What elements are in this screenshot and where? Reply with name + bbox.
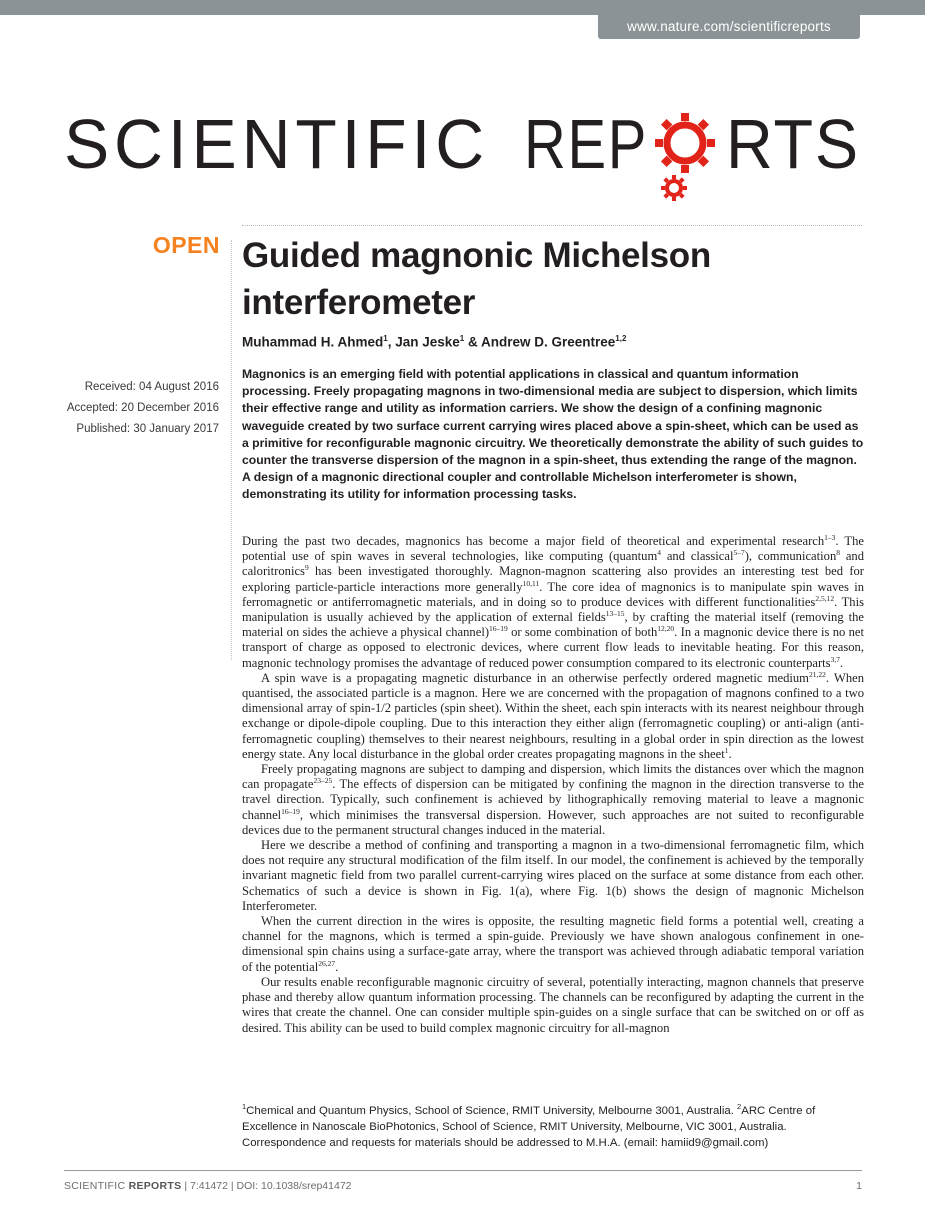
citation-reference[interactable]: 23–25 [313,776,333,786]
author-name[interactable]: Muhammad H. Ahmed [242,334,384,350]
body-text-run: Our results enable reconfigurable magnonic circuitry of several, potentially interacting, magnon channels that preserve phase and thereby allow quantum information processing. The channels can be reconfigured by adapting the current in the wires that create the channel. One can consider multiple spin-guides on a single surface that can be switched on or off as desired. This ability can be used to build complex magnonic circuitry for all-magnon [242,974,864,1035]
citation-reference[interactable]: 8 [836,548,840,558]
footer-journal [64,1180,181,1192]
body-paragraph [242,671,864,762]
citation-reference[interactable]: 5–7 [733,548,745,558]
author-affiliation: 1,2 [615,334,627,343]
body-text-run: A spin wave is a propagating magnetic disturbance in an otherwise perfectly ordered magnetic medium [261,670,809,685]
open-access-label: OPEN [152,232,220,258]
affiliation-1: Chemical and Quantum Physics, School of Science, RMIT University, Melbourne 3001, Australia. [246,1105,738,1117]
page-number: 1 [856,1180,862,1192]
page-footer [64,1180,862,1192]
column-divider [231,240,232,660]
body-text-run: . [728,746,732,761]
published-date: Published: 30 January 2017 [76,423,219,435]
author-affiliation: 1 [459,334,465,343]
citation-reference[interactable]: 1 [724,745,729,755]
body-paragraph [242,838,864,914]
body-paragraph [242,975,864,1036]
citation-reference[interactable]: 3,7 [830,654,840,664]
body-paragraph [242,762,864,838]
correspondence: Correspondence and requests for materials should be addressed to M.H.A. (email: hamiid9@gmail.com) [242,1137,769,1149]
body-text-run: has been investigated thoroughly. Magnon-magnon scattering also provides an interesting test bed for exploring particle-particle interactions more generally [242,564,864,594]
body-text-run: ), communication [744,549,837,564]
accepted-date: Accepted: 20 December 2016 [66,402,219,414]
logo-word-rep: REP [524,105,648,183]
journal-logo [64,98,864,208]
body-text-run: and caloritronics [242,549,864,579]
author-affiliation: 1 [383,334,388,343]
body-text-run: Here we describe a method of confining and transporting a magnon in a two-dimensional ferromagnetic film, which does not require any structural modification of the film itself. In our model, the confinement is achieved by the temporally invariant magnetic field from two parallel current-carrying wires placed on the surface at some distance from each other. Schematics of such a device is shown in Fig. 1(a), where Fig. 1(b) shows the design of magnonic Michelson Interferometer. [242,838,864,913]
body-text-run: , which minimises the transversal dispersion. However, such approaches are not suited to reconfigurable devices due to the permanent structural changes induced in the material. [242,807,864,837]
body-text-run: and classical [661,549,734,564]
citation-reference[interactable]: 10,11 [522,578,540,588]
journal-url-link[interactable]: www.nature.com/scientificreports [598,15,860,39]
body-text-run: . When quantised, the associated particle is a magnon. Here we are concerned with the propagation of magnons confined to a two dimensional array of spin-1/2 particles (spin sheet). Within the sheet, each spin interacts with its nearest neighbour through exchange or dipole-dipole coupling. Due to this interaction they either align (ferromagnetic coupling) or anti-align (anti-ferromagnetic coupling) themselves to their nearest neighbours, resulting in a global order in spin direction as the lowest energy state. Any local disturbance in the global order creates propagating magnons in the sheet [242,670,865,761]
author-list [242,334,862,350]
body-text-run: During the past two decades, magnonics has become a major field of theoretical and experimental research [242,534,825,548]
citation-reference[interactable]: 4 [657,548,661,558]
footer-journal-light: SCIENTIFIC [64,1180,129,1192]
author-name[interactable]: Andrew D. Greentree [481,334,616,350]
author-separator: & [464,334,481,350]
logo-word-rts: RTS [726,105,860,183]
footer-journal-bold: REPORTS [128,1180,182,1192]
logo-word-scientific: SCIENTIFIC [64,105,489,183]
body-paragraph [242,534,864,671]
citation-reference[interactable]: 26,27 [318,958,336,968]
body-text-run: Freely propagating magnons are subject to damping and dispersion, which limits the distances over which the magnon can propagate [242,762,864,792]
body-text-run: . This manipulation is usually achieved by the application of external fields [242,594,864,625]
citation-reference[interactable]: 12,20 [657,624,675,634]
citation-reference[interactable]: 13–15 [605,608,625,618]
body-text [242,534,864,1036]
header-divider [242,225,862,226]
body-text-run: . The effects of dispersion can be mitigated by confining the magnon in the direction transverse to the travel direction. Typically, such confinement is achieved by lithographically removing material to leave a magnonic channel [242,777,864,822]
citation-reference[interactable]: 1–3 [824,532,836,542]
citation-reference[interactable]: 9 [304,563,309,573]
publication-dates [40,377,219,440]
body-text-run: . The core idea of magnonics is to manipulate spin waves in ferromagnetic or antiferromagnetic materials, and in doing so to produce devices with different functionalities [242,579,864,609]
citation-reference[interactable]: 16–19 [489,624,508,634]
affiliation-marker: 1 [242,1102,247,1112]
citation-reference[interactable]: 21,22 [808,669,826,679]
body-text-run: , by crafting the material itself (removing the material on sides the achieve a physical channel) [242,610,864,640]
body-text-run: . In a magnonic device there is no net transport of charge as opposed to electronic devices, where current flow leads to inevitable heating. For this reason, magnonic technology promises the advantage of reduced power consumption compared to its electronic counterparts [242,625,865,670]
article-title: Guided magnonic Michelson interferometer [242,236,711,322]
body-text-run: or some combination of both [507,625,658,640]
body-text-run: When the current direction in the wires is opposite, the resulting magnetic field forms a potential well, creating a channel for the magnons, which is termed a spin-guide. Previously we have shown analogous confinement in one-dimensional spin chains using a surface-gate array, where the transport was achieved through adiabatic temporal variation of the potential [242,914,864,974]
affiliation-marker: 2 [737,1102,742,1112]
gear-icon [655,113,715,201]
affiliation-2: ARC Centre of Excellence in Nanoscale BioPhotonics, School of Science, RMIT University, Melbourne, VIC 3001, Australia. [242,1105,816,1133]
body-paragraph [242,914,864,975]
author-separator: , [387,334,396,350]
body-text-run: . The potential use of spin waves in several technologies, like computing (quantum [242,534,864,564]
body-text-run: . [335,959,339,974]
author-name[interactable]: Jan Jeske [395,334,460,350]
received-date: Received: 04 August 2016 [84,381,219,393]
body-text-run: . [839,655,844,670]
footer-divider [64,1170,862,1171]
abstract: Magnonics is an emerging field with potential applications in classical and quantum information processing. Freely propagating magnons in two-dimensional media are subject to dispersion, which limits their effective range and utility as information carriers. We show the design of a confining magnonic waveguide created by two surface current carrying wires placed above a spin-sheet, which can be used as a primitive for reconfigurable magnonic circuitry. We theoretically demonstrate the ability of such guides to counter the transverse dispersion of the magnon in a spin-sheet, thus extending the range of the magnon. A design of a magnonic directional coupler and controllable Michelson interferometer is shown, demonstrating its utility for information processing tasks. [242,367,864,502]
affiliations-footnote [242,1103,866,1151]
citation-reference[interactable]: 16–19 [281,806,300,816]
citation-reference[interactable]: 2,5,12 [815,593,835,603]
top-bar [0,0,925,15]
footer-citation[interactable]: | 7:41472 | DOI: 10.1038/srep41472 [181,1180,352,1192]
